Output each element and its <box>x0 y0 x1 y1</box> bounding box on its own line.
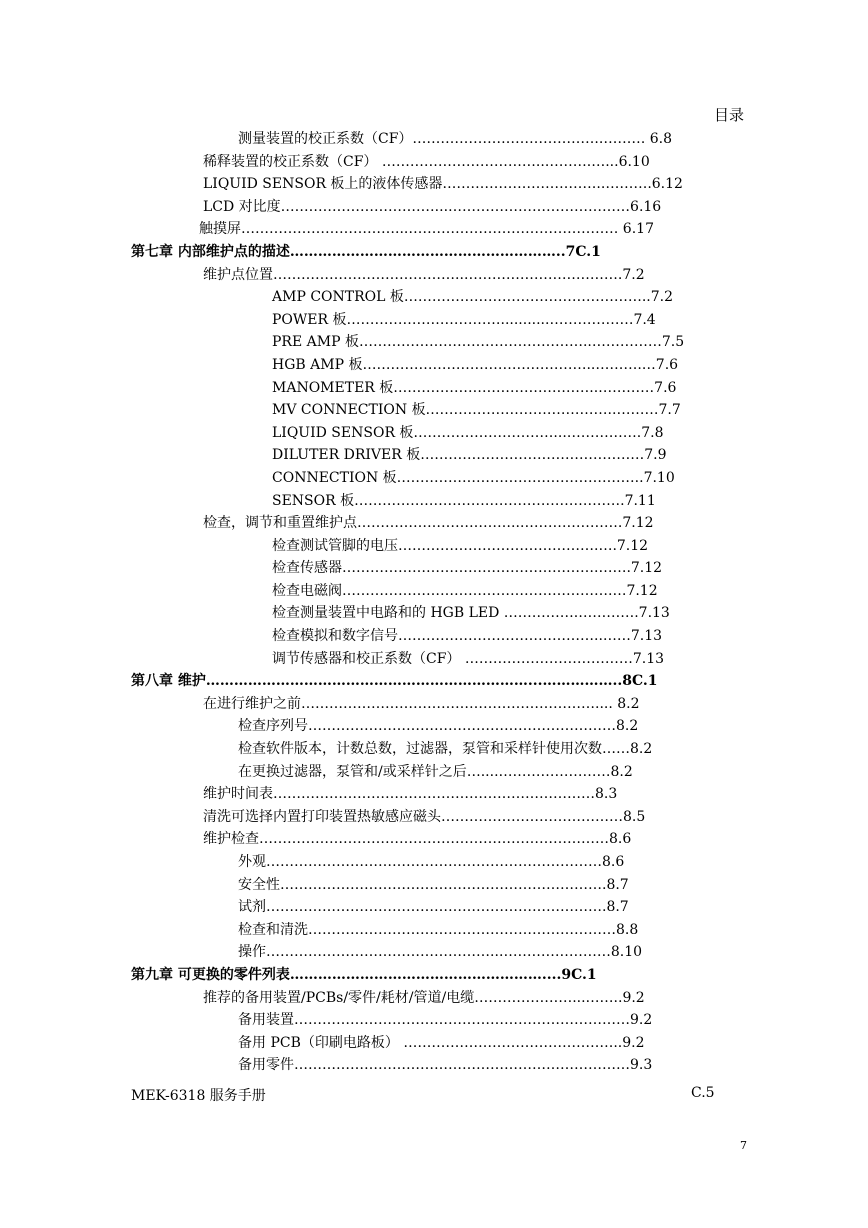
toc-entry-text: POWER 板……………………………...........………………7.4 <box>272 311 656 328</box>
toc-entry-row <box>0 919 868 942</box>
toc-entry-row <box>0 218 868 241</box>
toc-entry-row <box>0 128 868 151</box>
toc-entry-text: 第七章 内部维护点的描述…………………………………………………..7C.1 <box>131 243 601 260</box>
toc-entry-text: 检查序列号…………………………………………………………8.2 <box>238 718 639 735</box>
toc-entry-row <box>0 490 868 513</box>
toc-entry-text: DILUTER DRIVER 板…………………………………………7.9 <box>272 447 667 464</box>
toc-entry-text: 维护时间表……………………………………………………………8.3 <box>203 786 618 803</box>
toc-entry-row <box>0 467 868 490</box>
toc-entry-row <box>0 896 868 919</box>
toc-entry-text: 安全性…………………………………………………………….8.7 <box>238 876 629 893</box>
toc-entry-row <box>0 331 868 354</box>
toc-entry-text: 稀释装置的校正系数（CF） ……………………………..……….…...6.10 <box>203 153 650 170</box>
toc-entry-row <box>0 602 868 625</box>
toc-entry-row <box>0 512 868 535</box>
toc-entry-text: 备用 PCB（印刷电路板） ………………………………………..9.2 <box>238 1034 645 1051</box>
page-number: 7 <box>740 1139 747 1152</box>
toc-entry-row <box>0 783 868 806</box>
toc-chapter-row <box>0 964 868 987</box>
toc-entry-text: 检查模拟和数字信号……………………………………..……7.13 <box>272 628 663 645</box>
toc-entry-row <box>0 625 868 648</box>
toc-entry-text: 触摸屏……………………………...……………………………………… 6.17 <box>199 221 654 238</box>
toc-entry-row <box>0 196 868 219</box>
toc-entry-text: 检查，调节和重置维护点……………………………..………………….7.12 <box>203 515 654 532</box>
toc-entry-text: HGB AMP 板…………………………………………..……….…7.6 <box>272 356 679 373</box>
toc-entry-text: 维护检查…………………………………………………………………8.6 <box>203 831 632 848</box>
toc-entry-text: 在更换过滤器，泵管和/或采样针之后…....……………………8.2 <box>238 763 633 780</box>
page-title: 目录 <box>714 106 745 124</box>
toc-entry-text: MANOMETER 板……………………………………..…………7.6 <box>272 379 677 396</box>
toc-entry-text: 维护点位置…………………………………..…………………………….7.2 <box>203 266 645 283</box>
toc-entry-text: 检查软件版本，计数总数，过滤器，泵管和采样针使用次数……8.2 <box>238 741 653 758</box>
toc-entry-text: 第八章 维护……………………………………………………………...……………..8C.1 <box>131 673 658 690</box>
toc-entry-text: 检查传感器……………………………………………….…….7.12 <box>272 560 663 577</box>
toc-entry-text: 操作…………………………………………..……………………8.10 <box>238 944 643 961</box>
toc-entry-row <box>0 444 868 467</box>
toc-entry-row <box>0 151 868 174</box>
toc-entry-text: 备用装置………………………………………………………………9.2 <box>238 1012 653 1029</box>
toc-entry-row <box>0 693 868 716</box>
footer-section-number: C.5 <box>691 1085 715 1101</box>
toc-entry-row <box>0 535 868 558</box>
toc-entry-text: 第九章 可更换的零件列表………………………………………………....9C.1 <box>131 966 597 983</box>
toc-entry-text: CONNECTION 板……………………………………………..7.10 <box>272 469 675 486</box>
toc-entry-row <box>0 987 868 1010</box>
toc-entry-row <box>0 738 868 761</box>
toc-entry-text: 推荐的备用装置/PCBs/零件/耗材/管道/电缆…………………...……..9.2 <box>203 989 645 1006</box>
toc-entry-text: LCD 对比度……………………………...…………………………………6.16 <box>203 198 662 215</box>
toc-entry-text: 外观………………………………………………………………8.6 <box>238 854 625 870</box>
toc-entry-row <box>0 309 868 332</box>
toc-entry-row <box>0 557 868 580</box>
toc-entry-text: LIQUID SENSOR 板上的液体传感器……………………………..……….6.12 <box>203 176 683 193</box>
toc-entry-text: 检查电磁阀………………………………………………….…7.12 <box>272 582 658 599</box>
toc-entry-row <box>0 354 868 377</box>
toc-entry-row <box>0 941 868 964</box>
toc-entry-text: 调节传感器和校正系数（CF） ………………………………7.13 <box>272 650 665 667</box>
footer-manual-title: MEK-6318 服务手册 <box>131 1088 266 1104</box>
toc-entry-text: 清洗可选择内置打印装置热敏感应磁头…………………………………8.5 <box>203 808 646 825</box>
toc-entry-row <box>0 264 868 287</box>
toc-entry-row <box>0 399 868 422</box>
toc-entry-row <box>0 874 868 897</box>
toc-entry-row <box>0 648 868 671</box>
toc-entry-row <box>0 377 868 400</box>
toc-entry-text: MV CONNECTION 板…………………………………..………7.7 <box>272 402 681 419</box>
toc-entry-text: 检查测试管脚的电压…………………………………….….7.12 <box>272 537 649 554</box>
toc-entry-row <box>0 1032 868 1055</box>
toc-entry-row <box>0 286 868 309</box>
toc-entry-text: 备用零件………………………………………………………………9.3 <box>238 1057 653 1074</box>
toc-entry-text: SENSOR 板………………………………………………….7.11 <box>272 492 656 509</box>
toc-entry-row <box>0 761 868 784</box>
toc-entry-row <box>0 806 868 829</box>
toc-entry-row <box>0 851 868 874</box>
toc-entry-text: 检查测量装置中电路和的 HGB LED …………….………….7.13 <box>272 605 670 622</box>
toc-entry-text: AMP CONTROL 板……………………………………………..7.2 <box>272 289 674 306</box>
toc-entry-row <box>0 422 868 445</box>
toc-entry-row <box>0 580 868 603</box>
toc-entry-text: 在进行维护之前……………………………………………………….... 8.2 <box>203 695 640 712</box>
toc-chapter-row <box>0 241 868 264</box>
toc-entry-row <box>0 173 868 196</box>
toc-chapter-row <box>0 670 868 693</box>
toc-entry-row <box>0 1054 868 1077</box>
toc-entry-row <box>0 828 868 851</box>
toc-entry-text: LIQUID SENSOR 板…………………………...…………….7.8 <box>272 424 664 441</box>
toc-entry-text: 试剂……………………………………………………………….8.7 <box>238 899 629 916</box>
toc-entry-text: 检查和清洗…………………………………………………………8.8 <box>238 921 639 938</box>
table-of-contents <box>0 128 868 1077</box>
toc-entry-text: PRE AMP 板…………………………………………..……………7.5 <box>272 334 685 351</box>
toc-entry-text: 测量装置的校正系数（CF）…………………………………..……… 6.8 <box>238 131 673 147</box>
toc-entry-row <box>0 715 868 738</box>
toc-entry-row <box>0 1009 868 1032</box>
